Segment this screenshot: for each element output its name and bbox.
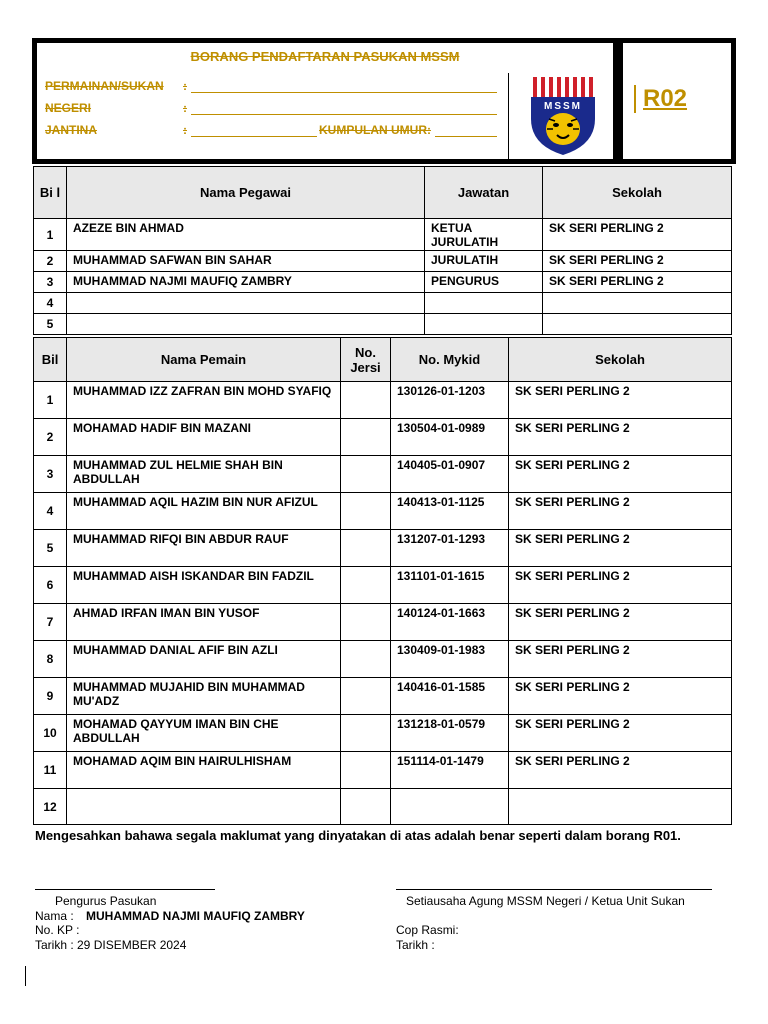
row-number: 2 [34, 419, 67, 456]
no-jersi-cell [341, 789, 391, 825]
no-jersi-cell [341, 456, 391, 493]
jawatan-cell: KETUA JURULATIH [425, 219, 543, 251]
jawatan-cell [425, 314, 543, 335]
header-nama-pegawai: Nama Pegawai [67, 167, 425, 219]
setiausaha-title: Setiausaha Agung MSSM Negeri / Ketua Unit Sukan [406, 894, 685, 908]
jawatan-cell: PENGURUS [425, 272, 543, 293]
text-cursor [25, 966, 26, 986]
no-jersi-cell [341, 419, 391, 456]
permainan-label: PERMAINAN/SUKAN [45, 79, 164, 93]
sekolah-cell [509, 789, 732, 825]
player-row [34, 715, 732, 752]
official-row [34, 314, 732, 335]
no-mykid-cell: 140405-01-0907 [391, 456, 509, 493]
header-divider [508, 73, 509, 159]
no-jersi-cell [341, 678, 391, 715]
sekolah-cell: SK SERI PERLING 2 [509, 456, 732, 493]
row-number: 9 [34, 678, 67, 715]
sekolah-cell: SK SERI PERLING 2 [509, 567, 732, 604]
row-number: 3 [34, 272, 67, 293]
no-jersi-cell [341, 530, 391, 567]
form-title: BORANG PENDAFTARAN PASUKAN MSSM [190, 49, 460, 64]
no-mykid-cell: 130126-01-1203 [391, 382, 509, 419]
no-jersi-cell [341, 752, 391, 789]
row-number: 4 [34, 493, 67, 530]
row-number: 8 [34, 641, 67, 678]
no-mykid-cell [391, 789, 509, 825]
no-jersi-cell [341, 641, 391, 678]
nama-pemain-cell [67, 789, 341, 825]
player-row [34, 752, 732, 789]
nama-pemain-cell: MUHAMMAD IZZ ZAFRAN BIN MOHD SYAFIQ [67, 382, 341, 419]
official-row [34, 272, 732, 293]
jawatan-cell: JURULATIH [425, 251, 543, 272]
nama-label: Nama : [35, 909, 74, 923]
tarikh-left: Tarikh : 29 DISEMBER 2024 [35, 938, 187, 952]
nama-pegawai-cell: AZEZE BIN AHMAD [67, 219, 425, 251]
signature-line-right [396, 889, 712, 890]
player-row [34, 678, 732, 715]
row-number: 5 [34, 530, 67, 567]
nama-pemain-cell: MOHAMAD AQIM BIN HAIRULHISHAM [67, 752, 341, 789]
official-row [34, 293, 732, 314]
row-number: 12 [34, 789, 67, 825]
nama-pemain-cell: AHMAD IRFAN IMAN BIN YUSOF [67, 604, 341, 641]
player-row [34, 530, 732, 567]
row-number: 1 [34, 219, 67, 251]
kumpulan-umur-field[interactable] [435, 136, 497, 137]
row-number: 5 [34, 314, 67, 335]
row-number: 10 [34, 715, 67, 752]
sekolah-cell: SK SERI PERLING 2 [509, 493, 732, 530]
tarikh-right: Tarikh : [396, 938, 435, 952]
negeri-label: NEGERI [45, 101, 92, 115]
sekolah-cell [543, 293, 732, 314]
nama-pemain-cell: MUHAMMAD MUJAHID BIN MUHAMMAD MU'ADZ [67, 678, 341, 715]
sekolah-cell: SK SERI PERLING 2 [509, 530, 732, 567]
players-header-row [34, 338, 732, 382]
row-number: 1 [34, 382, 67, 419]
no-jersi-cell [341, 493, 391, 530]
pengurus-title: Pengurus Pasukan [55, 894, 157, 908]
player-row [34, 789, 732, 825]
nama-pemain-cell: MOHAMAD QAYYUM IMAN BIN CHE ABDULLAH [67, 715, 341, 752]
nama-pegawai-cell: MUHAMMAD SAFWAN BIN SAHAR [67, 251, 425, 272]
form-code: R02 [643, 85, 688, 112]
jantina-colon: : [183, 123, 187, 137]
no-jersi-cell [341, 382, 391, 419]
sekolah-cell: SK SERI PERLING 2 [509, 641, 732, 678]
row-number: 7 [34, 604, 67, 641]
sekolah-cell: SK SERI PERLING 2 [543, 251, 732, 272]
permainan-field[interactable] [191, 92, 497, 93]
no-mykid-cell: 131207-01-1293 [391, 530, 509, 567]
signature-line-left [35, 889, 215, 890]
nama-pegawai-cell: MUHAMMAD NAJMI MAUFIQ ZAMBRY [67, 272, 425, 293]
kumpulan-umur-label: KUMPULAN UMUR: [319, 123, 431, 137]
row-number: 3 [34, 456, 67, 493]
sekolah-cell: SK SERI PERLING 2 [509, 604, 732, 641]
no-mykid-cell: 140416-01-1585 [391, 678, 509, 715]
player-row [34, 604, 732, 641]
header-bil: Bi l [34, 167, 67, 219]
header-sekolah: Sekolah [509, 338, 732, 382]
nama-value: MUHAMMAD NAJMI MAUFIQ ZAMBRY [86, 909, 305, 923]
official-row [34, 219, 732, 251]
players-table [33, 337, 732, 825]
sekolah-cell: SK SERI PERLING 2 [509, 382, 732, 419]
officials-header-row [34, 167, 732, 219]
no-mykid-cell: 151114-01-1479 [391, 752, 509, 789]
player-row [34, 419, 732, 456]
form-code-box [618, 38, 736, 164]
negeri-field[interactable] [191, 114, 497, 115]
header-nama-pemain: Nama Pemain [67, 338, 341, 382]
no-mykid-cell: 131218-01-0579 [391, 715, 509, 752]
no-jersi-cell [341, 567, 391, 604]
row-number: 4 [34, 293, 67, 314]
row-number: 6 [34, 567, 67, 604]
player-row [34, 567, 732, 604]
logo-text: MSSM [544, 101, 582, 112]
sekolah-cell: SK SERI PERLING 2 [543, 219, 732, 251]
nama-pegawai-cell [67, 314, 425, 335]
header-sekolah: Sekolah [543, 167, 732, 219]
jawatan-cell [425, 293, 543, 314]
official-row [34, 251, 732, 272]
sekolah-cell [543, 314, 732, 335]
player-row [34, 493, 732, 530]
jantina-label: JANTINA [45, 123, 98, 137]
sekolah-cell: SK SERI PERLING 2 [509, 678, 732, 715]
nama-pemain-cell: MUHAMMAD AISH ISKANDAR BIN FADZIL [67, 567, 341, 604]
no-mykid-cell: 130504-01-0989 [391, 419, 509, 456]
form-code-bar [634, 85, 636, 113]
jantina-field[interactable] [191, 136, 317, 137]
sekolah-cell: SK SERI PERLING 2 [543, 272, 732, 293]
form-header [32, 38, 618, 164]
no-mykid-cell: 140413-01-1125 [391, 493, 509, 530]
kp-label: No. KP : [35, 923, 80, 937]
header-no-mykid: No. Mykid [391, 338, 509, 382]
header-bil: Bil [34, 338, 67, 382]
row-number: 11 [34, 752, 67, 789]
player-row [34, 641, 732, 678]
nama-pemain-cell: MOHAMAD HADIF BIN MAZANI [67, 419, 341, 456]
nama-pegawai-cell [67, 293, 425, 314]
sekolah-cell: SK SERI PERLING 2 [509, 715, 732, 752]
sekolah-cell: SK SERI PERLING 2 [509, 419, 732, 456]
header-jawatan: Jawatan [425, 167, 543, 219]
row-number: 2 [34, 251, 67, 272]
header-no-jersi: No. Jersi [341, 338, 391, 382]
player-row [34, 456, 732, 493]
nama-pemain-cell: MUHAMMAD AQIL HAZIM BIN NUR AFIZUL [67, 493, 341, 530]
negeri-colon: : [183, 101, 187, 115]
no-jersi-cell [341, 604, 391, 641]
nama-pemain-cell: MUHAMMAD DANIAL AFIF BIN AZLI [67, 641, 341, 678]
officials-table [33, 166, 732, 335]
mssm-logo [527, 75, 599, 157]
no-mykid-cell: 130409-01-1983 [391, 641, 509, 678]
no-jersi-cell [341, 715, 391, 752]
no-mykid-cell: 131101-01-1615 [391, 567, 509, 604]
player-row [34, 382, 732, 419]
nama-pemain-cell: MUHAMMAD RIFQI BIN ABDUR RAUF [67, 530, 341, 567]
declaration-text: Mengesahkan bahawa segala maklumat yang dinyatakan di atas adalah benar seperti dalam borang R01. [35, 828, 681, 843]
nama-pemain-cell: MUHAMMAD ZUL HELMIE SHAH BIN ABDULLAH [67, 456, 341, 493]
permainan-colon: : [183, 79, 187, 93]
sekolah-cell: SK SERI PERLING 2 [509, 752, 732, 789]
cop-rasmi-label: Cop Rasmi: [396, 923, 459, 937]
no-mykid-cell: 140124-01-1663 [391, 604, 509, 641]
